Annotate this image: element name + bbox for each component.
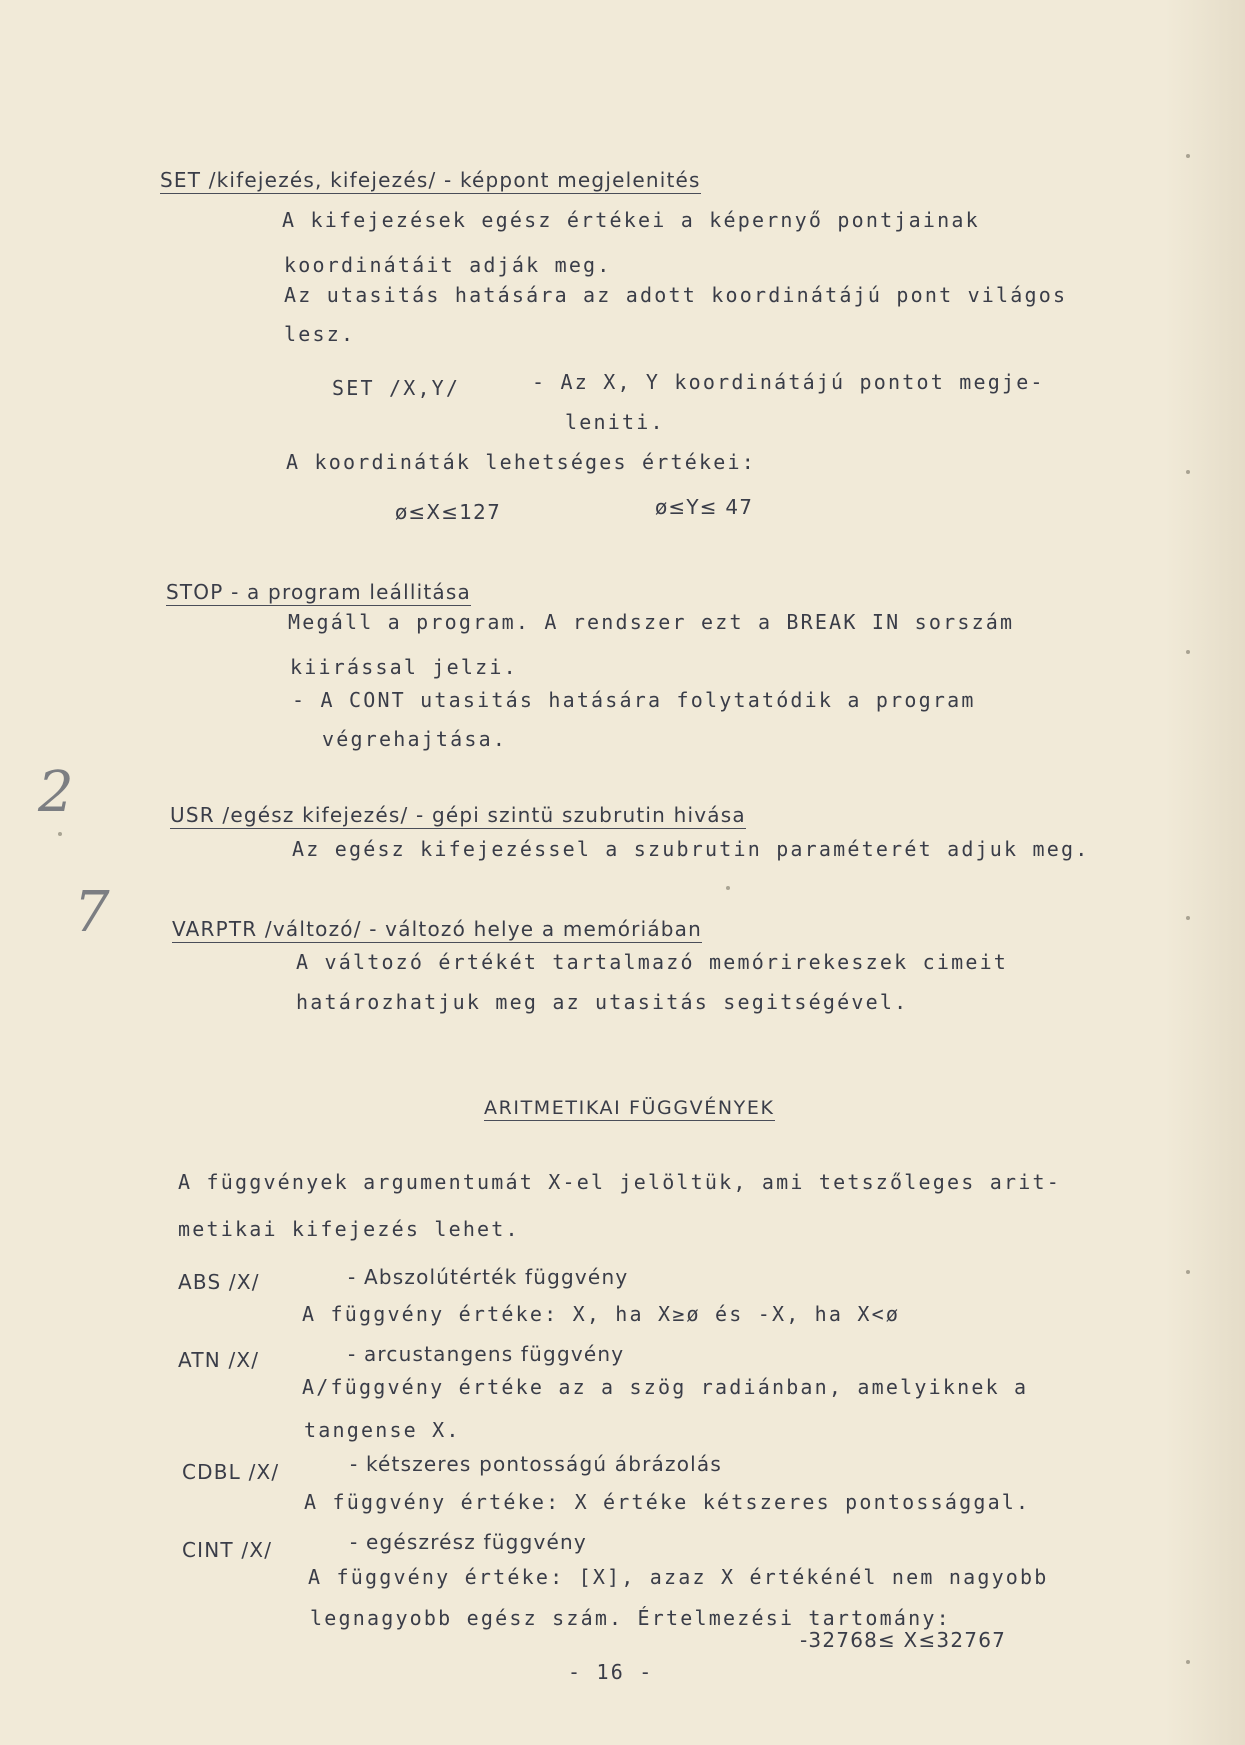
set-example-desc-2: leniti. xyxy=(565,410,665,434)
set-range-x: ø≤X≤127 xyxy=(395,500,502,524)
stop-line-2: kiirással jelzi. xyxy=(290,655,518,679)
cdbl-code: CDBL /X/ xyxy=(182,1460,280,1484)
speck xyxy=(1186,1660,1190,1664)
speck xyxy=(1186,470,1190,474)
atn-line-2: tangense X. xyxy=(304,1418,461,1442)
set-range-intro: A koordináták lehetséges értékei: xyxy=(286,450,756,474)
arith-title: ARITMETIKAI FÜGGVÉNYEK xyxy=(484,1097,775,1119)
varptr-line-2: határozhatjuk meg az utasitás segitségével. xyxy=(296,990,909,1014)
cdbl-line-1: A függvény értéke: X értéke kétszeres pontossággal. xyxy=(304,1490,1031,1514)
stop-line-4: végrehajtása. xyxy=(322,727,508,751)
cint-range: -32768≤ X≤32767 xyxy=(800,1628,1007,1652)
cdbl-desc: - kétszeres pontosságú ábrázolás xyxy=(350,1452,722,1476)
set-line-4: lesz. xyxy=(284,322,356,346)
speck xyxy=(58,832,62,836)
cint-code: CINT /X/ xyxy=(182,1538,273,1562)
set-range-y: ø≤Y≤ 47 xyxy=(655,495,754,519)
speck xyxy=(1186,916,1190,920)
set-line-2: koordinátáit adják meg. xyxy=(284,253,612,277)
abs-line-1: A függvény értéke: X, ha X≥ø és -X, ha X<ø xyxy=(302,1302,901,1326)
speck xyxy=(1186,1270,1190,1274)
stop-line-3: - A CONT utasitás hatására folytatódik a program xyxy=(292,688,976,712)
atn-desc: - arcustangens függvény xyxy=(348,1342,625,1366)
usr-line-1: Az egész kifejezéssel a szubrutin paraméterét adjuk meg. xyxy=(292,837,1090,861)
varptr-heading: VARPTR /változó/ - változó helye a memóriában xyxy=(172,917,703,941)
stop-line-1: Megáll a program. A rendszer ezt a BREAK IN sorszám xyxy=(288,610,1015,634)
usr-heading: USR /egész kifejezés/ - gépi szintü szubrutin hivása xyxy=(170,803,746,827)
arith-intro-2: metikai kifejezés lehet. xyxy=(178,1217,520,1241)
set-line-3: Az utasitás hatására az adott koordinátájú pont világos xyxy=(284,283,1068,307)
set-example-desc-1: - Az X, Y koordinátájú pontot megje- xyxy=(532,370,1045,394)
varptr-line-1: A változó értékét tartalmazó memórirekeszek cimeit xyxy=(296,950,1009,974)
cint-line-2: legnagyobb egész szám. Értelmezési tartomány: xyxy=(310,1606,951,1630)
set-example-code: SET /X,Y/ xyxy=(332,376,461,400)
margin-mark-7: 7 xyxy=(74,880,110,945)
margin-mark-2: 2 xyxy=(38,760,74,825)
atn-code: ATN /X/ xyxy=(178,1348,260,1372)
stop-heading: STOP - a program leállitása xyxy=(166,580,471,604)
speck xyxy=(1186,650,1190,654)
abs-code: ABS /X/ xyxy=(178,1270,260,1294)
set-line-1: A kifejezések egész értékei a képernyő pontjainak xyxy=(282,208,980,232)
speck xyxy=(1186,154,1190,158)
atn-line-1: A/függvény értéke az a szög radiánban, amelyiknek a xyxy=(302,1375,1029,1399)
arith-intro-1: A függvények argumentumát X-el jelöltük, ami tetszőleges arit- xyxy=(178,1170,1061,1194)
speck xyxy=(726,886,730,890)
abs-desc: - Abszolútérték függvény xyxy=(348,1265,629,1289)
set-heading: SET /kifejezés, kifejezés/ - képpont megjelenités xyxy=(160,168,701,192)
page-number: - 16 - xyxy=(568,1660,654,1684)
page-spine-shadow xyxy=(1165,0,1245,1745)
cint-line-1: A függvény értéke: [X], azaz X értékénél nem nagyobb xyxy=(308,1565,1049,1589)
cint-desc: - egészrész függvény xyxy=(350,1530,587,1554)
